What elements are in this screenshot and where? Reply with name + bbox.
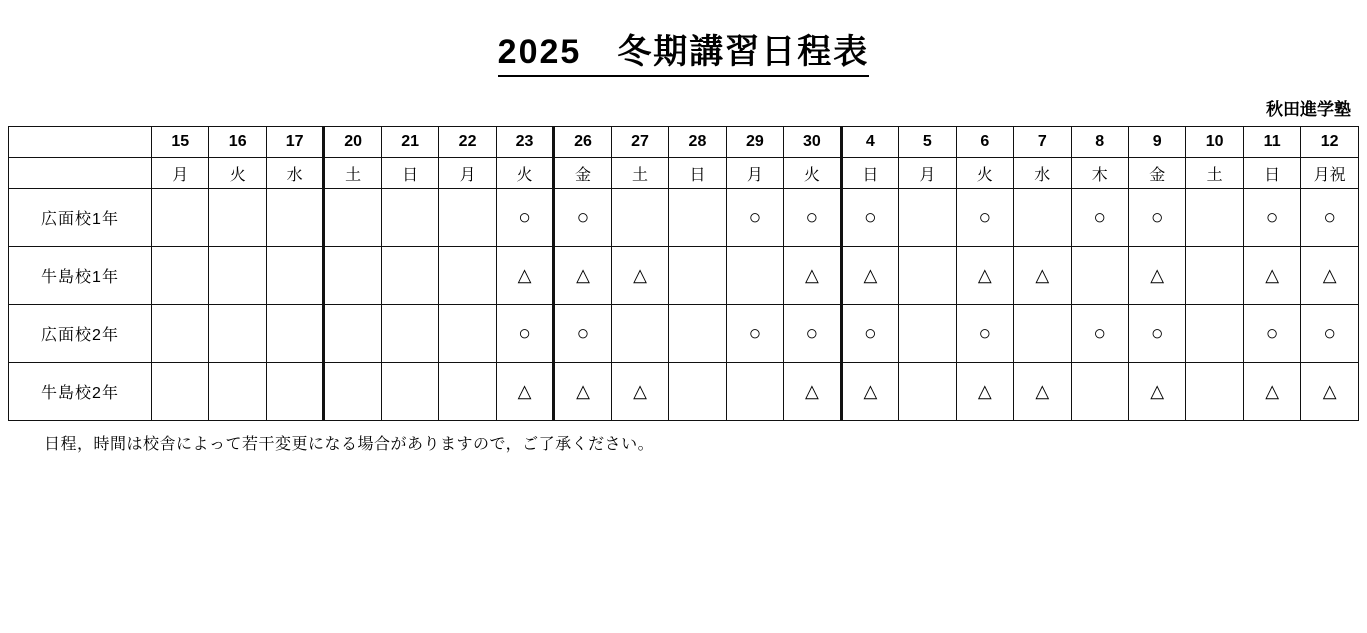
schedule-cell [1071,363,1128,421]
schedule-cell [669,305,726,363]
day-of-week-cell: 月祝 [1301,158,1359,189]
day-number-cell: 5 [899,127,956,158]
schedule-cell [784,305,841,363]
schedule-cell [266,363,323,421]
day-number-cell: 29 [726,127,783,158]
day-number-cell: 11 [1243,127,1300,158]
schedule-cell [841,363,898,421]
schedule-cell [841,247,898,305]
schedule-cell [152,305,209,363]
schedule-cell [381,305,438,363]
organization-name: 秋田進学塾 [1266,100,1351,119]
schedule-cell [956,247,1013,305]
circle-mark-icon: ○ [576,321,590,345]
schedule-cell [726,363,783,421]
day-of-week-cell: 土 [1186,158,1243,189]
day-of-week-cell: 月 [439,158,496,189]
day-of-week-cell: 土 [611,158,668,189]
schedule-cell [841,305,898,363]
triangle-mark-icon: △ [1035,380,1050,401]
schedule-cell [784,189,841,247]
triangle-mark-icon: △ [863,380,878,401]
day-number-cell: 15 [152,127,209,158]
day-of-week-cell: 金 [1128,158,1185,189]
row-label: 広面校1年 [9,189,152,247]
page-title-wrap [0,0,1367,77]
schedule-cell [669,189,726,247]
schedule-cell [324,305,381,363]
schedule-cell [1071,305,1128,363]
schedule-cell [1128,189,1185,247]
triangle-mark-icon: △ [1322,380,1337,401]
schedule-cell [266,189,323,247]
day-of-week-cell: 火 [209,158,266,189]
circle-mark-icon: ○ [805,321,819,345]
circle-mark-icon: ○ [1093,321,1107,345]
row-label: 牛島校2年 [9,363,152,421]
schedule-cell [1186,363,1243,421]
schedule-cell [1128,363,1185,421]
schedule-cell [1014,247,1071,305]
triangle-mark-icon: △ [863,264,878,285]
circle-mark-icon: ○ [518,205,531,229]
schedule-cell [381,247,438,305]
triangle-mark-icon: △ [576,380,590,401]
day-of-week-cell: 日 [381,158,438,189]
header-row-day [9,127,1359,158]
table-row [9,189,1359,247]
schedule-cell [1128,305,1185,363]
schedule-cell [1071,189,1128,247]
header-corner-cell [9,127,152,158]
day-number-cell: 22 [439,127,496,158]
schedule-cell [1186,247,1243,305]
schedule-cell [324,247,381,305]
schedule-cell [1301,189,1359,247]
table-row [9,363,1359,421]
day-number-cell: 28 [669,127,726,158]
schedule-cell [152,247,209,305]
schedule-cell [381,189,438,247]
schedule-cell [1243,305,1300,363]
schedule-cell [899,305,956,363]
circle-mark-icon: ○ [864,321,877,345]
schedule-cell [266,305,323,363]
triangle-mark-icon: △ [517,264,532,285]
day-number-cell: 26 [554,127,611,158]
schedule-cell [784,247,841,305]
schedule-cell [1243,247,1300,305]
circle-mark-icon: ○ [1265,321,1279,345]
table-row [9,305,1359,363]
schedule-cell [841,189,898,247]
circle-mark-icon: ○ [1323,205,1337,229]
triangle-mark-icon: △ [633,264,647,285]
header-row-dow [9,158,1359,189]
circle-mark-icon: ○ [1150,205,1164,229]
circle-mark-icon: ○ [805,205,819,229]
schedule-cell [324,189,381,247]
day-of-week-cell: 月 [899,158,956,189]
schedule-cell [1186,189,1243,247]
triangle-mark-icon: △ [977,380,992,401]
schedule-cell [899,363,956,421]
schedule-cell [1128,247,1185,305]
day-of-week-cell: 日 [1243,158,1300,189]
day-of-week-cell: 火 [956,158,1013,189]
schedule-cell [611,247,668,305]
day-of-week-cell: 月 [726,158,783,189]
schedule-cell [496,189,553,247]
day-number-cell: 8 [1071,127,1128,158]
triangle-mark-icon: △ [1265,380,1280,401]
schedule-cell [439,305,496,363]
table-row [9,247,1359,305]
day-number-cell: 9 [1128,127,1185,158]
schedule-cell [1071,247,1128,305]
triangle-mark-icon: △ [1150,264,1165,285]
schedule-cell [1014,305,1071,363]
triangle-mark-icon: △ [576,264,590,285]
row-label: 牛島校1年 [9,247,152,305]
row-label: 広面校2年 [9,305,152,363]
schedule-table [8,126,1359,421]
circle-mark-icon: ○ [978,321,992,345]
day-of-week-cell: 月 [152,158,209,189]
schedule-cell [956,305,1013,363]
schedule-cell [1014,363,1071,421]
day-number-cell: 6 [956,127,1013,158]
day-number-cell: 23 [496,127,553,158]
schedule-cell [439,189,496,247]
schedule-cell [726,189,783,247]
schedule-cell [496,247,553,305]
schedule-cell [726,305,783,363]
schedule-cell [209,305,266,363]
schedule-cell [324,363,381,421]
triangle-mark-icon: △ [977,264,992,285]
day-of-week-cell: 火 [496,158,553,189]
schedule-cell [899,189,956,247]
schedule-cell [209,363,266,421]
schedule-cell [1243,363,1300,421]
schedule-cell [1186,305,1243,363]
triangle-mark-icon: △ [1150,380,1165,401]
day-of-week-cell: 木 [1071,158,1128,189]
day-of-week-cell: 火 [784,158,841,189]
circle-mark-icon: ○ [518,321,531,345]
schedule-cell [209,247,266,305]
circle-mark-icon: ○ [978,205,992,229]
triangle-mark-icon: △ [1322,264,1337,285]
schedule-cell [554,305,611,363]
schedule-cell [439,247,496,305]
schedule-cell [554,363,611,421]
schedule-cell [1301,247,1359,305]
schedule-cell [784,363,841,421]
day-number-cell: 10 [1186,127,1243,158]
triangle-mark-icon: △ [633,380,647,401]
triangle-mark-icon: △ [1265,264,1280,285]
day-number-cell: 21 [381,127,438,158]
day-number-cell: 4 [841,127,898,158]
schedule-cell [669,363,726,421]
circle-mark-icon: ○ [1150,321,1164,345]
schedule-cell [956,189,1013,247]
schedule-cell [554,247,611,305]
schedule-cell [554,189,611,247]
schedule-cell [726,247,783,305]
day-number-cell: 12 [1301,127,1359,158]
day-of-week-cell: 金 [554,158,611,189]
day-of-week-cell: 日 [841,158,898,189]
schedule-cell [611,189,668,247]
circle-mark-icon: ○ [1265,205,1279,229]
schedule-cell [152,363,209,421]
schedule-cell [1243,189,1300,247]
triangle-mark-icon: △ [517,380,532,401]
schedule-cell [209,189,266,247]
schedule-cell [1301,305,1359,363]
triangle-mark-icon: △ [804,264,819,285]
schedule-cell [1014,189,1071,247]
schedule-cell [152,189,209,247]
schedule-cell [899,247,956,305]
day-of-week-cell: 日 [669,158,726,189]
schedule-cell [956,363,1013,421]
triangle-mark-icon: △ [1035,264,1050,285]
day-number-cell: 30 [784,127,841,158]
header-corner-cell-2 [9,158,152,189]
circle-mark-icon: ○ [748,205,762,229]
circle-mark-icon: ○ [748,321,762,345]
triangle-mark-icon: △ [804,380,819,401]
circle-mark-icon: ○ [864,205,877,229]
day-of-week-cell: 土 [324,158,381,189]
day-number-cell: 7 [1014,127,1071,158]
schedule-cell [439,363,496,421]
schedule-cell [496,363,553,421]
schedule-cell [611,363,668,421]
day-number-cell: 16 [209,127,266,158]
circle-mark-icon: ○ [576,205,590,229]
schedule-cell [669,247,726,305]
day-number-cell: 17 [266,127,323,158]
schedule-cell [496,305,553,363]
day-of-week-cell: 水 [1014,158,1071,189]
day-number-cell: 20 [324,127,381,158]
page-title: 2025 冬期講習日程表 [498,10,870,77]
circle-mark-icon: ○ [1323,321,1337,345]
schedule-cell [266,247,323,305]
circle-mark-icon: ○ [1093,205,1107,229]
schedule-cell [381,363,438,421]
schedule-cell [611,305,668,363]
footnote: 日程，時間は校舎によって若干変更になる場合がありますので，ご了承ください。 [44,436,655,453]
schedule-cell [1301,363,1359,421]
day-number-cell: 27 [611,127,668,158]
day-of-week-cell: 水 [266,158,323,189]
